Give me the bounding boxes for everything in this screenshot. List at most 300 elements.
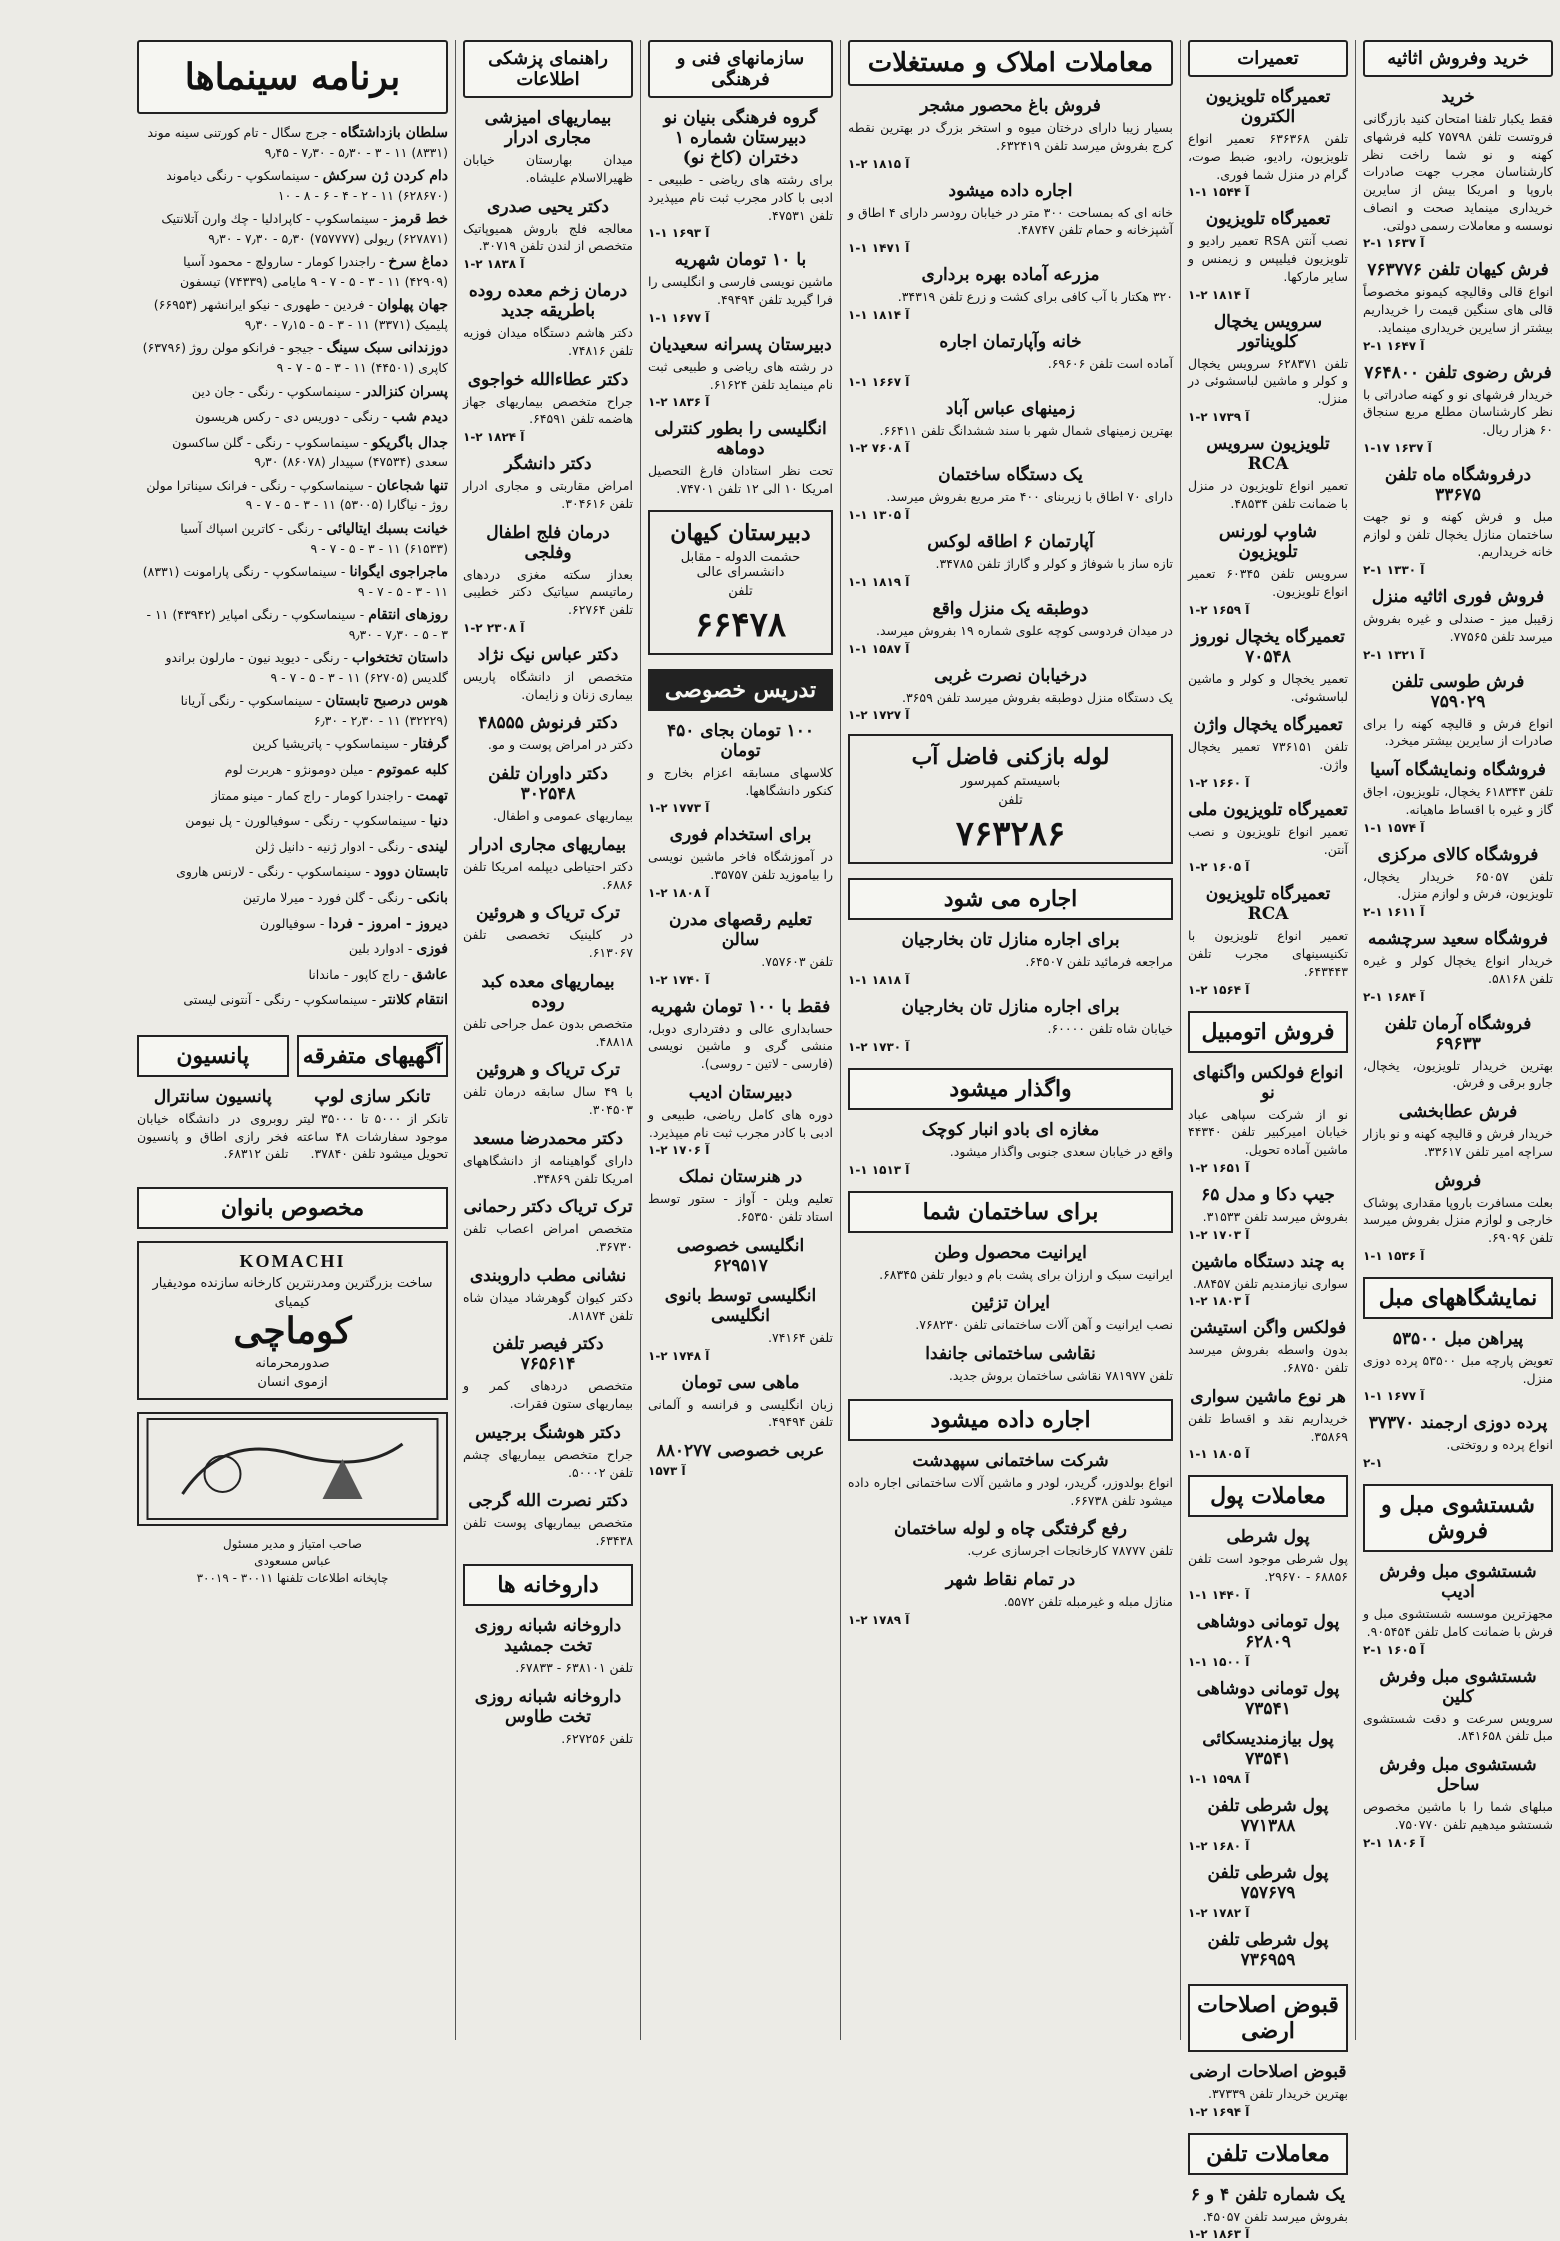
ad-body: تلفن ۶۱۸۳۴۳ یخچال، تلویزیون، اجاق گاز و غیره با اقساط ماهیانه. [1363, 783, 1553, 819]
ad-title: ماهی سی تومان [648, 1373, 833, 1393]
ad-code: ۱-۱ ۱۳۰۵ آ [848, 508, 1173, 522]
ad-title: بیماریهای معده کبد روده [463, 972, 633, 1012]
ad-title: پیراهن مبل ۵۳۵۰۰ [1363, 1329, 1553, 1349]
ad-title: دکتر نصرت الله گرجی [463, 1491, 633, 1511]
ad-body: مبل و فرش کهنه و نو جهت ساختمان منازل یخچال تلفن و لوازم خانه خریداریم. [1363, 508, 1553, 561]
ad-body: تازه ساز با شوفاژ و کولر و گاراژ تلفن ۳۴۷۸۵. [848, 555, 1173, 573]
ad-body: خریدار انواع یخچال کولر و غیره تلفن ۵۸۱۶۸. [1363, 952, 1553, 988]
movie-title: جدال باگریکو [372, 435, 448, 451]
ad-title: درفروشگاه ماه تلفن ۳۳۶۷۵ [1363, 465, 1553, 505]
promo-box [648, 510, 833, 655]
classified-ad [463, 281, 633, 360]
classified-ad [1363, 1413, 1553, 1470]
classified-ad [648, 721, 833, 816]
ad-code: ۲-۱ ۱۳۳۰ آ [1363, 563, 1553, 577]
ad-code: ۱-۲ ۱۸۰۳ آ [1188, 1294, 1348, 1308]
classified-ad [1188, 209, 1348, 301]
classified-ad [463, 1423, 633, 1482]
ad-body: مجهزترین موسسه شستشوی مبل و فرش با ضمانت کامل تلفن ۹۰۵۴۵۴. [1363, 1605, 1553, 1641]
classified-ad [1363, 845, 1553, 920]
classified-ad [463, 108, 633, 187]
ad-body: تعمیر انواع تلویزیون با تکنیسینهای مجرب تلفن ۶۴۳۴۴۳. [1188, 927, 1348, 980]
section-header: مخصوص بانوان [137, 1187, 448, 1229]
ad-title: فرش عطابخشی [1363, 1102, 1553, 1122]
ad-body: تحت نظر استادان فارغ التحصیل امریکا ۱۰ الی ۱۲ تلفن ۷۴۷۰۱. [648, 462, 833, 498]
ad-body: تعویض پارچه مبل ۵۳۵۰۰ پرده دوزی منزل. [1363, 1352, 1553, 1388]
classified-ad [1188, 1930, 1348, 1970]
movie-title: دیدم شب [392, 409, 449, 425]
classified-ad [1188, 1863, 1348, 1920]
ad-body: آماده است تلفن ۶۹۶۰۶. [848, 355, 1173, 373]
movie-info: - سینماسکوپ - رنگی - گلن ساکسون سعدی (۴۷۵۳۴) سپیدار (۸۶۰۷۸) ۹٫۳۰ [172, 435, 448, 470]
ad-code: ۱-۲ ۱۷۰۳ آ [1188, 1228, 1348, 1242]
ad-code: ۲-۱ ۱۶۰۵ آ [1363, 1643, 1553, 1657]
ad-body: متخصص بیماریهای پوست تلفن ۶۳۴۳۸. [463, 1514, 633, 1550]
ad-code: ۱-۲ ۱۶۰۵ آ [1188, 860, 1348, 874]
ad-body: تلفن ۶۳۶۳۶۸ تعمیر انواع تلویزیون، رادیو، ضبط صوت، گرام در منزل شما فوری. [1188, 130, 1348, 183]
classified-ad [1363, 260, 1553, 352]
classified-ad [1363, 672, 1553, 751]
ad-body: دکتر در امراض پوست و مو. [463, 736, 633, 754]
ad-title: پرده دوزی ارجمند ۳۷۳۷۰ [1363, 1413, 1553, 1433]
ad-code: ۱-۱ ۱۵۸۷ آ [848, 642, 1173, 656]
section-header: تدریس خصوصی [648, 669, 833, 711]
cinema-entry [137, 520, 448, 557]
ad-line: ساخت بزرگترین ومدرنترین کارخانه سازنده مودیفیار [143, 1276, 442, 1291]
ad-title: پول شرطی [1188, 1527, 1348, 1547]
movie-info: - سینماسکوپ - کاپرادلیا - چك وارن آتلانتیک (۶۲۷۸۷۱) ریولی (۷۵۷۷۷۷) ۵٫۳۰ - ۷٫۳۰ - ۹٫۳۰ [161, 211, 448, 246]
classified-ad [1188, 800, 1348, 875]
ad-body: متخصص از دانشگاه پاریس بیماری زنان و زایمان. [463, 668, 633, 704]
ad-title: تعمیرگاه تلویزیون الکترون [1188, 87, 1348, 127]
classified-ad [1188, 1527, 1348, 1602]
brand-latin: KOMACHI [143, 1251, 442, 1272]
ad-title: برای اجاره منازل تان بخارجیان [848, 997, 1173, 1017]
ad-body: بیماریهای عمومی و اطفال. [463, 807, 633, 825]
ad-title: دکتر محمدرضا مسعد [463, 1129, 633, 1149]
classified-ad [1188, 2185, 1348, 2241]
classified-ad [648, 1167, 833, 1226]
ad-body: متخصص بدون عمل جراحی تلفن ۴۸۸۱۸. [463, 1015, 633, 1051]
classified-ad [1188, 312, 1348, 424]
ad-title: ایران تزئین [848, 1293, 1173, 1313]
classified-ad [848, 666, 1173, 723]
promo-phone-label: تلفن [654, 584, 827, 599]
movie-title: داستان تختخواب [352, 650, 448, 666]
side-box [297, 1021, 449, 1173]
ad-body: ماشین نویسی فارسی و انگلیسی را فرا گیرید تلفن ۴۹۴۹۴. [648, 273, 833, 309]
movie-title: دوزندانی سبک سینگ [327, 340, 448, 356]
ad-title: مزرعه آماده بهره برداری [848, 265, 1173, 285]
classified-ad [848, 265, 1173, 322]
movie-info: - رنگی - ادوار ژنیه - دانیل ژلن [255, 839, 413, 854]
newspaper-emblem [137, 1412, 448, 1526]
ad-title: فروش [1363, 1171, 1553, 1191]
ad-body: با ۴۹ سال سابقه درمان تلفن ۳۰۴۵۰۳. [463, 1083, 633, 1119]
ad-title: جیپ دکا و مدل ۶۵ [1188, 1185, 1348, 1205]
classified-ad [648, 108, 833, 240]
ad-body: امراض مقاربتی و مجاری ادرار تلفن ۳۰۴۶۱۶. [463, 477, 633, 513]
column-cinema [130, 40, 455, 2040]
ad-code: ۲-۱ ۱۶۱۱ آ [1363, 905, 1553, 919]
side-boxes [137, 1021, 448, 1173]
ad-line: صدورمحرمانه [143, 1356, 442, 1371]
section-header: پانسیون [137, 1035, 289, 1077]
ad-title: درمان فلج اطفال وفلجی [463, 523, 633, 563]
movie-info: - میلن دومونژو - هربرت لوم [225, 762, 373, 777]
ad-code: ۲-۱ ۱۶۴۷ آ [1363, 339, 1553, 353]
movie-title: عاشق [412, 967, 448, 983]
ad-body: بفروش میرسد تلفن ۴۵۰۵۷. [1188, 2208, 1348, 2226]
classified-ad [848, 465, 1173, 522]
ad-body: خیابان شاه تلفن ۶۰۰۰۰. [848, 1020, 1173, 1038]
ad-body: انواع بولدوزر، گریدر، لودر و ماشین آلات ساختمانی اجاره داده میشود تلفن ۶۶۷۳۸. [848, 1474, 1173, 1510]
ad-title: انگلیسی خصوصی ۶۲۹۵۱۷ [648, 1236, 833, 1276]
ad-body: تلفن ۶۵۰۵۷ خریدار یخچال، تلویزیون، فرش و لوازم منزل. [1363, 868, 1553, 904]
column-header: برنامه سینماها [137, 40, 448, 114]
movie-title: فوزی [416, 941, 448, 957]
ad-title: دکتر عباس نیک نژاد [463, 645, 633, 665]
movie-title: خط قرمز [392, 211, 448, 227]
ad-body: پول شرطی موجود است تلفن ۶۸۸۵۶ - ۲۹۶۷۰. [1188, 1550, 1348, 1586]
ad-title: پول تومانی دوشاهی ۶۲۸۰۹ [1188, 1612, 1348, 1652]
ad-code: ۱-۲ ۱۷۰۶ آ [648, 1143, 833, 1157]
ad-title: زمینهای عباس آباد [848, 399, 1173, 419]
ad-body: منازل مبله و غیرمبله تلفن ۵۵۷۲. [848, 1593, 1173, 1611]
ad-title: فروشگاه ونمایشگاه آسیا [1363, 760, 1553, 780]
column-header: راهنمای پزشکی اطلاعات [463, 40, 633, 98]
ad-body: بهترین زمینهای شمال شهر با سند ششدانگ تلفن ۶۶۴۱۱. [848, 422, 1173, 440]
ad-title: دکتر فرنوش ۴۸۵۵۵ [463, 713, 633, 733]
classified-ad [1363, 1667, 1553, 1746]
classified-ad [463, 1197, 633, 1256]
classified-ad [848, 532, 1173, 589]
ad-title: فروش فوری اثاثیه منزل [1363, 587, 1553, 607]
section-header: معاملات پول [1188, 1475, 1348, 1517]
ad-code: ۱-۲ ۷۶۰۸ آ [848, 441, 1173, 455]
cinema-entry [137, 991, 448, 1011]
classified-ad [297, 1087, 449, 1163]
section-header: واگذار میشود [848, 1068, 1173, 1110]
cinema-entry [137, 606, 448, 643]
ad-body: سرویس تلفن ۶۰۳۴۵ تعمیر انواع تلویزیون. [1188, 565, 1348, 601]
ad-body: بفروش میرسد تلفن ۳۱۵۳۳. [1188, 1208, 1348, 1226]
ad-code: ۱-۲ ۱۵۶۴ آ [1188, 983, 1348, 997]
classified-ad [648, 335, 833, 410]
movie-info: - راجندرا کومار - راج کمار - مینو ممتاز [212, 788, 412, 803]
section-header: معاملات تلفن [1188, 2133, 1348, 2175]
classified-ad [1188, 1729, 1348, 1786]
ad-body: بسیار زیبا دارای درختان میوه و استخر بزرگ در بهترین نقطه کرج بفروش میرسد تلفن ۶۳۲۴۱۹. [848, 119, 1173, 155]
column-header: سازمانهای فنی و فرهنگی [648, 40, 833, 98]
ad-title: دبیرستان ادیب [648, 1083, 833, 1103]
promo-title: لوله بازکنی فاضل آب [854, 744, 1167, 770]
movie-info: - فردین - طهوری - نیکو ایرانشهر (۶۶۹۵۳) پلیمیک (۳۳۷۱) ۱۱ - ۳ - ۵ - ۷٫۱۵ - ۹٫۳۰ [154, 297, 448, 332]
section-header: داروخانه ها [463, 1564, 633, 1606]
classified-ad [1188, 715, 1348, 790]
ad-title: انگلیسی توسط بانوی انگلیسی [648, 1286, 833, 1326]
movie-info: - سینماسکوپ - رنگی - فرانک سیناترا مولن روژ - نیاگارا (۵۳۰۰۵) ۱۱ - ۳ - ۵ - ۷ - ۹ [146, 478, 448, 513]
ad-body: انواع قالی وقالیچه کیمونو مخصوصاً قالی های سنگین قیمت را خریداریم بیشتر از سایرین خریداری مینماید. [1363, 283, 1553, 336]
cinema-entry [137, 940, 448, 960]
ad-title: بیماریهای مجاری ادرار [463, 835, 633, 855]
ad-body: بهترین خریدار تلفن ۳۷۳۳۹. [1188, 2085, 1348, 2103]
ad-code: ۱-۱ ۱۶۷۷ آ [648, 311, 833, 325]
ad-body: جراح متخصص بیماریهای چشم تلفن ۵۰۰۰۲. [463, 1446, 633, 1482]
ad-body: انواع پرده و روتختی. [1363, 1436, 1553, 1454]
classified-ad [848, 1293, 1173, 1334]
movie-info: - سوفیالورن [260, 916, 324, 931]
ad-body: متخصص امراض اعصاب تلفن ۳۶۷۳۰. [463, 1220, 633, 1256]
cinema-entry [137, 966, 448, 986]
ad-title: دکتر دانشگر [463, 454, 633, 474]
ad-code: ۲-۱ ۱۶۸۴ آ [1363, 990, 1553, 1004]
ad-title: فرش کیهان تلفن ۷۶۳۷۷۶ [1363, 260, 1553, 280]
ad-body: تلفن ۷۴۱۶۴. [648, 1329, 833, 1347]
section-header: قبوض اصلاحات ارضی [1188, 1984, 1348, 2052]
classified-ad [1363, 363, 1553, 455]
ad-title: تلویزیون سرویس RCA [1188, 434, 1348, 474]
ad-code: ۲-۱ [1363, 1456, 1553, 1470]
ad-title: رفع گرفتگی چاه و لوله ساختمان [848, 1519, 1173, 1539]
ad-body: نصب ایرانیت و آهن آلات ساختمانی تلفن ۷۶۸۲۳۰. [848, 1316, 1173, 1334]
movie-info: - رنگی - دوریس دی - رکس هریسون [195, 409, 387, 424]
ad-title: آپارتمان ۶ اطاقه لوکس [848, 532, 1173, 552]
classified-ad [848, 332, 1173, 389]
ad-title: برای اجاره منازل تان بخارجیان [848, 930, 1173, 950]
ad-body: دارای گواهینامه از دانشگاههای امریکا تلفن ۳۴۸۶۹. [463, 1152, 633, 1188]
ad-body: جراح متخصص بیماریهای جهاز هاضمه تلفن ۶۴۵۹۱. [463, 393, 633, 429]
cinema-entry [137, 787, 448, 807]
ad-title: دوطبقه یک منزل واقع [848, 599, 1173, 619]
classified-ad [848, 1344, 1173, 1385]
classified-ad [848, 997, 1173, 1054]
movie-title: خیانت بسبك ایتالیائی [326, 521, 448, 537]
ad-body: متخصص دردهای کمر و بیماریهای ستون فقرات. [463, 1377, 633, 1413]
section-header: آگهیهای متفرقه [297, 1035, 449, 1077]
classified-ad [1363, 929, 1553, 1004]
cinema-entry [137, 477, 448, 514]
classified-ad [463, 1616, 633, 1677]
classified-ad [648, 419, 833, 498]
ad-title: خانه وآپارتمان اجاره [848, 332, 1173, 352]
cinema-list [137, 124, 448, 1011]
movie-info: - جیجو - فرانکو مولن روژ (۶۳۷۹۶) کاپری (۴۴۵۰۱) ۱۱ - ۳ - ۵ - ۷ - ۹ [143, 340, 448, 375]
classified-ad [648, 250, 833, 325]
ad-title: ۱۰۰ تومان بجای ۴۵۰ تومان [648, 721, 833, 761]
ad-title: یک دستگاه ساختمان [848, 465, 1173, 485]
ad-body: حسابداری عالی و دفترداری دوبل، منشی گری و ماشین نویسی (فارسی - لاتین - روسی). [648, 1020, 833, 1073]
cinema-entry [137, 408, 448, 428]
classified-ad [1188, 1796, 1348, 1853]
ad-body: بهترین خریدار تلویزیون، یخچال، جارو برقی و فرش. [1363, 1057, 1553, 1093]
movie-info: - سینماسکوپ - رنگی پارامونت (۸۳۳۱) ۱۱ - ۳ - ۵ - ۷ - ۹ [143, 564, 448, 599]
cinema-entry [137, 735, 448, 755]
ad-code: ۱-۲ ۱۷۲۷ آ [848, 708, 1173, 722]
classified-ad [1188, 87, 1348, 199]
classified-ad [1188, 1252, 1348, 1309]
ad-body: خریداریم نقد و اقساط تلفن ۳۵۸۶۹. [1188, 1410, 1348, 1446]
cinema-entry [137, 838, 448, 858]
classified-ad [463, 1129, 633, 1188]
ad-code: ۱-۱۷ آ ۱۶۳۷ [1363, 441, 1553, 455]
ad-body: یک دستگاه منزل دوطبقه بفروش میرسد تلفن ۳۶۵۹. [848, 689, 1173, 707]
classified-ad [1188, 884, 1348, 996]
ad-body: تلفن ۷۸۷۷۷ کارخانجات اجرسازی عرب. [848, 1542, 1173, 1560]
ad-title: تعمیرگاه تلویزیون ملی [1188, 800, 1348, 820]
classified-ad [848, 1451, 1173, 1510]
classified-ad [463, 764, 633, 825]
ad-body: فقط یکبار تلفنا امتحان کنید بازرگانی فروتست تلفن ۷۵۷۹۸ کلیه فرشهای کهنه و نو شما راخت نظر کارشناسان مجرب جهت صادرات باروپا و امریکا بیش از سایرین خریداری مینماید صحت و انصاف نوسسه و معاملات رسمی دولتی. [1363, 110, 1553, 234]
ad-body: دکتر احتیاطی دیپلمه امریکا تلفن ۶۸۸۶. [463, 858, 633, 894]
classified-ad [1188, 522, 1348, 617]
classified-ad [463, 370, 633, 445]
classified-ad [648, 910, 833, 987]
ad-title: دکتر یحیی صدری [463, 197, 633, 217]
komachi-ad [137, 1241, 448, 1400]
classified-ad [463, 1491, 633, 1550]
ad-title: درخیابان نصرت غربی [848, 666, 1173, 686]
cinema-entry [137, 863, 448, 883]
cinema-entry [137, 124, 448, 161]
ad-title: پول شرطی تلفن ۷۳۶۹۵۹ [1188, 1930, 1348, 1970]
column-realestate [840, 40, 1180, 2040]
ad-body: زقیبل میز - صندلی و غیره بفروش میرسد تلفن ۷۷۵۶۵. [1363, 610, 1553, 646]
credit-line: عباس مسعودی [137, 1553, 448, 1570]
classified-ad [463, 835, 633, 894]
ad-code: ۱-۲ ۱۶۵۹ آ [1188, 603, 1348, 617]
classified-ad [1363, 1171, 1553, 1263]
ad-title: تانکر سازی لوپ [297, 1087, 449, 1107]
credits [137, 1536, 448, 1586]
movie-info: - سینماسکوپ - رنگی آریانا (۳۲۲۲۹) ۱۱ - ۲٫۳۰ - ۶٫۳۰ [181, 693, 448, 728]
ad-code: ۱۵۷۳ آ [648, 1464, 833, 1478]
classified-ad [1363, 1014, 1553, 1093]
ad-code: ۱-۲ ۱۸۳۶ آ [648, 395, 833, 409]
movie-title: کلبه عموتوم [377, 762, 448, 778]
movie-title: ماجراجوی ایگوانا [349, 564, 448, 580]
ad-code: ۱-۲ ۱۷۴۰ آ [648, 973, 833, 987]
section-header: اجاره می شود [848, 878, 1173, 920]
ad-body: کلاسهای مسابقه اعزام بخارج و کنکور دانشگاهها. [648, 764, 833, 800]
ad-code: ۱-۱ ۱۶۷۷ آ [1363, 1389, 1553, 1403]
classified-ad [848, 399, 1173, 456]
movie-title: سلطان بازداشتگاه [340, 125, 448, 141]
ad-body: نصب آنتن RSA تعمیر رادیو و تلویزیون فیلیپس و زیمنس و سایر مارکها. [1188, 232, 1348, 285]
movie-title: جهان پهلوان [377, 297, 448, 313]
movie-title: هوس درصبح تابستان [325, 693, 448, 709]
classified-ad [848, 1120, 1173, 1177]
ad-title: فروش باغ محصور مشجر [848, 96, 1173, 116]
ad-body: تلفن ۷۳۶۱۵۱ تعمیر یخچال واژن. [1188, 738, 1348, 774]
ad-code: ۱-۲ ۱۸۳۸ آ [463, 257, 633, 271]
classified-ad [463, 972, 633, 1051]
credit-line: چاپخانه اطلاعات تلفنها ۳۰۰۱۱ - ۳۰۰۱۹ [137, 1570, 448, 1587]
classified-ad [648, 1373, 833, 1432]
cinema-entry [137, 649, 448, 686]
classified-ad [1188, 1318, 1348, 1377]
ad-title: اجاره داده میشود [848, 181, 1173, 201]
ad-code: ۱-۱ ۱۴۷۱ آ [848, 241, 1173, 255]
classified-ad [1188, 1185, 1348, 1242]
ad-code: ۱-۲ ۱۸۶۳ آ [1188, 2227, 1348, 2241]
cinema-entry [137, 296, 448, 333]
promo-box [848, 734, 1173, 864]
ad-code: ۱-۲ ۱۶۹۴ آ [1188, 2105, 1348, 2119]
ad-code: ۱-۱ ۱۸۱۴ آ [848, 308, 1173, 322]
ad-title: فرش رضوی تلفن ۷۶۴۸۰۰ [1363, 363, 1553, 383]
classified-ad [848, 1570, 1173, 1627]
ad-body: میدان بهارستان خیابان ظهیرالاسلام علیشاه. [463, 151, 633, 187]
ad-body: تانکر از ۵۰۰۰ تا ۳۵۰۰۰ لیتر موجود سفارشات ۴۸ ساعته تحویل میشود تلفن ۳۷۸۴۰. [297, 1110, 449, 1163]
classified-ad [848, 1243, 1173, 1284]
ad-title: پول تومانی دوشاهی ۷۳۵۴۱ [1188, 1679, 1348, 1719]
ad-title: نقاشی ساختمانی جانفدا [848, 1344, 1173, 1364]
ad-title: در هنرستان نملک [648, 1167, 833, 1187]
movie-info: - سینماسکوپ - رنگی - جان دین [192, 384, 360, 399]
ad-title: بیماریهای امیزشی مجاری ادرار [463, 108, 633, 148]
section-header: شستشوی مبل و فروش [1363, 1484, 1553, 1552]
movie-info: - رنگی - گلن فورد - میرلا مارتین [243, 890, 413, 905]
classified-ad [848, 96, 1173, 171]
column-header: خرید وفروش اثاثیه [1363, 40, 1553, 77]
ad-code: ۱-۱ ۱۸۱۹ آ [848, 575, 1173, 589]
ad-body: تلفن ۷۸۱۹۷۷ نقاشی ساختمان بروش جدید. [848, 1367, 1173, 1385]
classified-ad [1363, 465, 1553, 577]
ad-code: ۱-۱ ۱۶۹۳ آ [648, 226, 833, 240]
classified-ad [1363, 1102, 1553, 1161]
ad-body: دکتر کیوان گوهرشاد میدان شاه تلفن ۸۱۸۷۴. [463, 1289, 633, 1325]
classified-ad [463, 1060, 633, 1119]
ad-body: دوره های کامل ریاضی، طبیعی و ادبی با کادر مجرب ثبت نام میپذیرد. [648, 1106, 833, 1142]
cinema-entry [137, 210, 448, 247]
classified-ad [648, 1441, 833, 1478]
classified-ad [848, 181, 1173, 256]
movie-info: - راج کاپور - ماندانا [308, 967, 408, 982]
ad-body: دکتر هاشم دستگاه میدان فوزیه تلفن ۷۴۸۱۶. [463, 324, 633, 360]
ad-body: تعمیر انواع تلویزیون در منزل با ضمانت تلفن ۴۸۵۳۴. [1188, 477, 1348, 513]
ad-title: پول بیازمندیسکائی ۷۳۵۴۱ [1188, 1729, 1348, 1769]
cinema-entry [137, 812, 448, 832]
ad-code: ۱-۲ ۱۶۵۱ آ [1188, 1161, 1348, 1175]
classified-ad [848, 930, 1173, 987]
ad-code: ۱-۲ ۱۸۱۵ آ [848, 157, 1173, 171]
side-box [137, 1021, 289, 1173]
promo-title: دبیرستان کیهان [654, 520, 827, 546]
ad-body: در میدان فردوسی کوچه علوی شماره ۱۹ بفروش میرسد. [848, 622, 1173, 640]
ad-title: درمان زخم معده روده باطریقه جدید [463, 281, 633, 321]
movie-title: بانکی [417, 890, 448, 906]
ad-code: ۲-۱ ۱۶۳۷ آ [1363, 236, 1553, 250]
cinema-entry [137, 167, 448, 204]
ad-title: تعمیرگاه یخچال نوروز ۷۰۵۴۸ [1188, 627, 1348, 667]
cinema-entry [137, 761, 448, 781]
ad-title: تعلیم رقصهای مدرن سالن [648, 910, 833, 950]
ad-title: ترک تریاک و هروئین [463, 1060, 633, 1080]
ad-body: تلفن ۶۳۸۱۰۱ - ۶۷۸۳۳. [463, 1659, 633, 1677]
ad-body: بعلت مسافرت باروپا مقداری پوشاک خارجی و لوازم منزل بفروش میرسد تلفن ۶۹۰۹۶. [1363, 1194, 1553, 1247]
movie-title: دماغ سرخ [388, 254, 448, 270]
ad-code: ۱-۲ ۱۷۸۲ آ [1188, 1906, 1348, 1920]
ad-title: شستشوی مبل وفرش ادیب [1363, 1562, 1553, 1602]
ad-title: داروخانه شبانه روزی تخت جمشید [463, 1616, 633, 1656]
ad-body: انواع فرش و قالیچه کهنه را برای صادرات از سایرین بیشتر میخرد. [1363, 715, 1553, 751]
ad-title: تعمیرگاه تلویزیون [1188, 209, 1348, 229]
ad-title: پانسیون سانترال [137, 1087, 289, 1107]
ad-body: تلفن ۶۲۷۲۵۶. [463, 1730, 633, 1748]
ad-body: معالجه فلج باروش همیوپاتیک متخصص از لندن تلفن ۳۰۷۱۹. [463, 220, 633, 256]
ad-body: ایرانیت سبک و ارزان برای پشت بام و دیوار تلفن ۶۸۳۴۵. [848, 1266, 1173, 1284]
